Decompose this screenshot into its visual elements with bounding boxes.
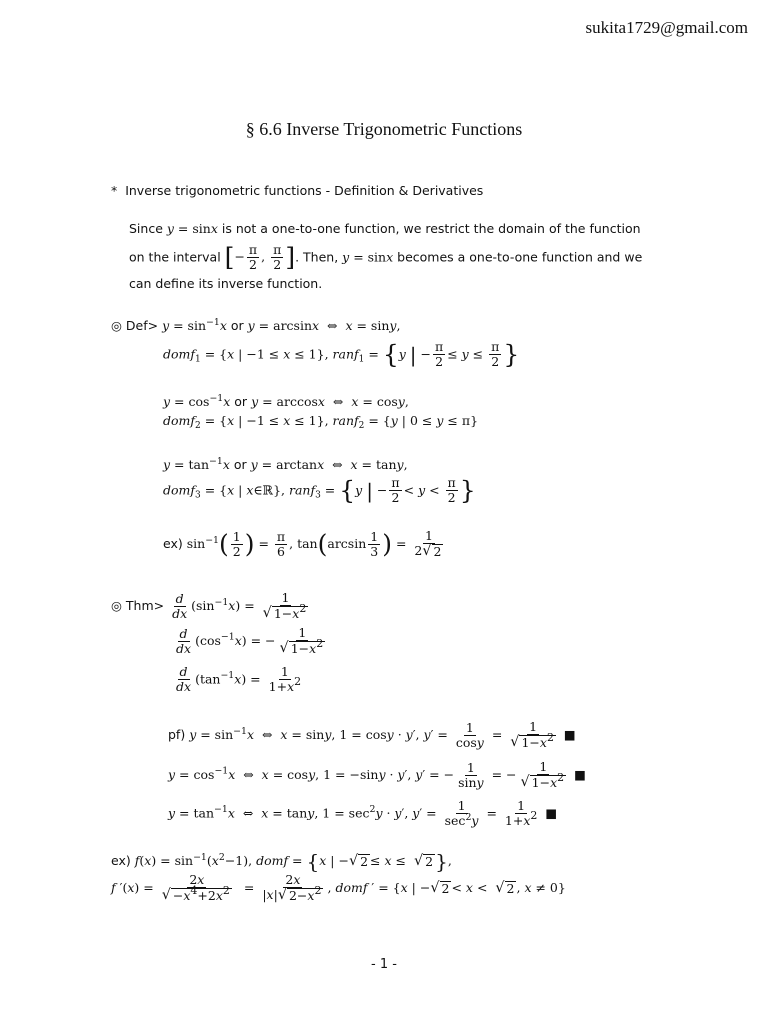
arccos-domain-range: domf$_2$ = {x | −1 ≤ x ≤ 1}, ranf$_2$ = {y | 0 ≤ y ≤ π} xyxy=(163,413,479,432)
derivative-arcsin: $\frac{d}{dx}$ $(\sin^{-1}x)$ = 1 √ 1−x2 xyxy=(172,590,307,622)
example-2: ex) $f(x) = \sin^{-1}(x^2-1)$, domf = {x | − √ 2 ≤ x ≤ √ 2 }, xyxy=(111,849,452,874)
qed-mark: ■ xyxy=(574,766,586,782)
proof-arcsin: pf) $y = \sin^{-1}x$ ⇔ x = siny, 1 = cosy · y′, y′ = $\frac{1}{\cos y}$ = 1 √ 1−x2 ■ xyxy=(168,719,576,751)
arcsin-domain-range: domf$_1$ = {x | −1 ≤ x ≤ 1}, ranf$_1$ = {y | − $\frac{\pi}{2}$ ≤ y ≤ $\frac{\pi}{2}$ } xyxy=(163,339,520,370)
definition-arccos: $y = \cos^{-1}x$ or y = arccosx ⇔ x = cosy, xyxy=(163,392,409,409)
example-1: ex) $\sin^{-1}$( $\frac{1}{2}$ ) = $\frac{\pi}{6}$ , tan(arcsin $\frac{1}{3}$ ) = 1 2 √ 2 xyxy=(163,528,442,560)
page-number: - 1 - xyxy=(371,957,397,972)
derivative-arctan: $\frac{d}{dx}$ $(\tan^{-1}x)$ = $\frac{1}{1+x2}$ xyxy=(176,664,302,695)
definition-arcsin: ◎ $Def> y = \sin^{-1}x$ or y = arcsinx ⇔ x = siny, xyxy=(111,316,401,333)
bullet: * xyxy=(111,183,118,198)
theorem-derivatives: ◎ Thm> $\frac{d}{dx}$ $(\sin^{-1}x)$ = 1 √ 1−x2 xyxy=(111,591,312,622)
page-title: § 6.6 Inverse Trigonometric Functions xyxy=(245,119,523,139)
qed-mark: ■ xyxy=(563,726,576,742)
arctan-domain-range: domf$_3$ = {x | x∈ℝ}, ranf$_3$ = {y | − $\frac{\pi}{2}$ < y < $\frac{\pi}{2}$ } xyxy=(163,475,476,506)
section-heading xyxy=(111,183,483,198)
intro-line-2: on the interval [− $\frac{\pi}{2}$ , $\frac{\pi}{2}$ ]. Then, y = sinx becomes a one-to-one function and we xyxy=(129,242,643,273)
formula-sinx-2: y = sinx xyxy=(342,249,394,265)
qed-mark: ■ xyxy=(545,805,558,821)
intro-line-1: Since y = sinx is not a one-to-one function, we restrict the domain of the function xyxy=(129,221,641,236)
example-2-derivative: f ′(x) = 2x √ −x4+2x2 = 2x |x| √ 2−x2 , domf ′ = {x | − √ 2 < x < √ 2 , x ≠ 0} xyxy=(111,872,566,904)
definition-arctan: $y = \tan^{-1}x$ or y = arctanx ⇔ x = tany, xyxy=(163,455,408,472)
proof-arctan: $y = \tan^{-1}x$ ⇔ x = tany, $1 = \sec^2y \cdot y'$, y′ = $\frac{1}{\sec^2y}$ = $\frac{1}{1+x2}$ ■ xyxy=(168,798,558,829)
derivative-arccos: $\frac{d}{dx}$ $(\cos^{-1}x)$ = − 1 √ 1−x2 xyxy=(176,625,324,657)
intro-line-3: can define its inverse function. xyxy=(129,276,323,291)
section-heading-text: Inverse trigonometric functions - Definition & Derivatives xyxy=(125,183,484,198)
formula-sinx: y = sinx xyxy=(166,221,218,236)
author-email: sukita1729@gmail.com xyxy=(585,18,748,37)
formula-interval: [− $\frac{\pi}{2}$ , $\frac{\pi}{2}$ ] xyxy=(224,242,296,273)
proof-arccos: $y = \cos^{-1}x$ ⇔ x = cosy, 1 = −siny · y′, y′ = − $\frac{1}{\sin y}$ = − 1 √ 1−x2 ■ xyxy=(168,759,586,791)
